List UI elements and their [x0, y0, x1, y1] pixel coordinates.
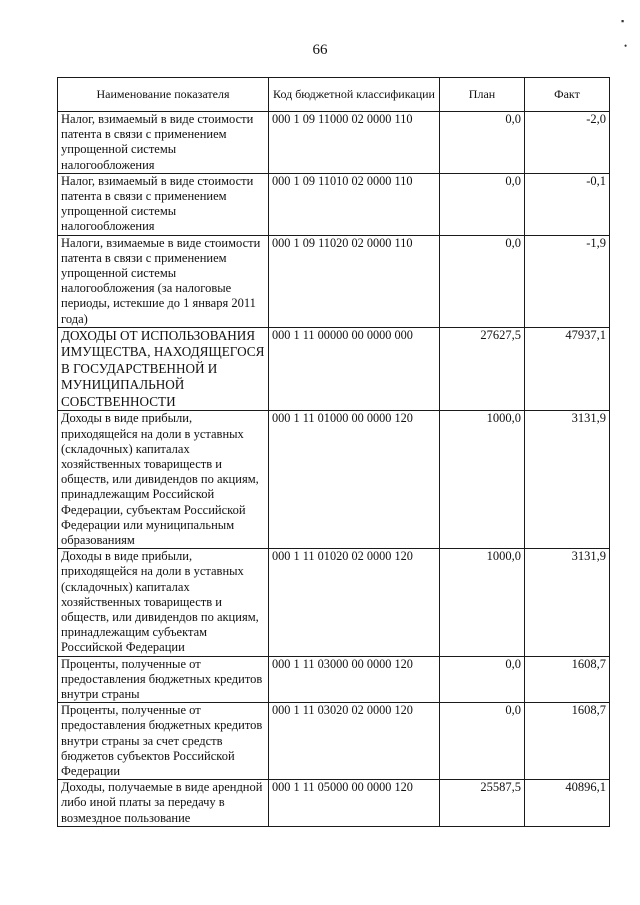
row-name: Налог, взимаемый в виде стоимости патента в связи с применением упрощенной системы налогообложения	[58, 112, 269, 174]
row-fact: 3131,9	[525, 411, 610, 549]
header-fact: Факт	[525, 78, 610, 112]
table-row	[58, 780, 610, 827]
row-fact: -1,9	[525, 235, 610, 327]
row-code: 000 1 11 01020 02 0000 120	[269, 549, 440, 656]
header-name: Наименование показателя	[58, 78, 269, 112]
row-plan: 27627,5	[440, 327, 525, 411]
row-name: Доходы, получаемые в виде арендной либо иной платы за передачу в возмездное пользование	[58, 780, 269, 827]
row-fact: 1608,7	[525, 656, 610, 703]
row-plan: 0,0	[440, 703, 525, 780]
page-number: 66	[312, 42, 328, 58]
row-fact: 40896,1	[525, 780, 610, 827]
row-name: ДОХОДЫ ОТ ИСПОЛЬЗОВАНИЯ ИМУЩЕСТВА, НАХОДЯЩЕГОСЯ В ГОСУДАРСТВЕННОЙ И МУНИЦИПАЛЬНОЙ СОБСТВЕННОСТИ	[58, 327, 269, 411]
row-fact: 1608,7	[525, 703, 610, 780]
header-code: Код бюджетной классификации	[269, 78, 440, 112]
row-plan: 0,0	[440, 235, 525, 327]
row-name: Доходы в виде прибыли, приходящейся на доли в уставных (складочных) капиталах хозяйственных товариществ и обществ, или дивидендов по акциям, принадлежащим субъектам Российской Федерации	[58, 549, 269, 656]
row-plan: 25587,5	[440, 780, 525, 827]
row-plan: 0,0	[440, 656, 525, 703]
row-name: Налог, взимаемый в виде стоимости патента в связи с применением упрощенной системы налогообложения	[58, 173, 269, 235]
row-fact: 3131,9	[525, 549, 610, 656]
row-plan: 0,0	[440, 173, 525, 235]
margin-mark: •	[624, 41, 628, 51]
header-plan: План	[440, 78, 525, 112]
row-code: 000 1 09 11000 02 0000 110	[269, 112, 440, 174]
row-name: Проценты, полученные от предоставления бюджетных кредитов внутри страны	[58, 656, 269, 703]
table-header-row	[58, 78, 610, 112]
row-code: 000 1 11 03020 02 0000 120	[269, 703, 440, 780]
row-fact: -0,1	[525, 173, 610, 235]
margin-mark: ▪	[621, 16, 625, 26]
table-row	[58, 703, 610, 780]
row-name: Проценты, полученные от предоставления бюджетных кредитов внутри страны за счет средств бюджетов субъектов Российской Федерации	[58, 703, 269, 780]
row-code: 000 1 09 11010 02 0000 110	[269, 173, 440, 235]
table-row	[58, 656, 610, 703]
row-plan: 0,0	[440, 112, 525, 174]
row-code: 000 1 09 11020 02 0000 110	[269, 235, 440, 327]
table-row	[58, 112, 610, 174]
budget-table	[57, 77, 610, 827]
row-code: 000 1 11 00000 00 0000 000	[269, 327, 440, 411]
row-fact: 47937,1	[525, 327, 610, 411]
row-code: 000 1 11 03000 00 0000 120	[269, 656, 440, 703]
table-row	[58, 173, 610, 235]
row-fact: -2,0	[525, 112, 610, 174]
table-row	[58, 327, 610, 411]
table-row	[58, 549, 610, 656]
row-plan: 1000,0	[440, 411, 525, 549]
table-row	[58, 235, 610, 327]
row-name: Налоги, взимаемые в виде стоимости патента в связи с применением упрощенной системы налогообложения (за налоговые периоды, истекшие до 1 января 2011 года)	[58, 235, 269, 327]
row-code: 000 1 11 01000 00 0000 120	[269, 411, 440, 549]
row-name: Доходы в виде прибыли, приходящейся на доли в уставных (складочных) капиталах хозяйственных товариществ и обществ, или дивидендов по акциям, принадлежащим Российской Федерации, субъектам Российской Федерации или муниципальным образованиям	[58, 411, 269, 549]
row-plan: 1000,0	[440, 549, 525, 656]
table-row	[58, 411, 610, 549]
row-code: 000 1 11 05000 00 0000 120	[269, 780, 440, 827]
